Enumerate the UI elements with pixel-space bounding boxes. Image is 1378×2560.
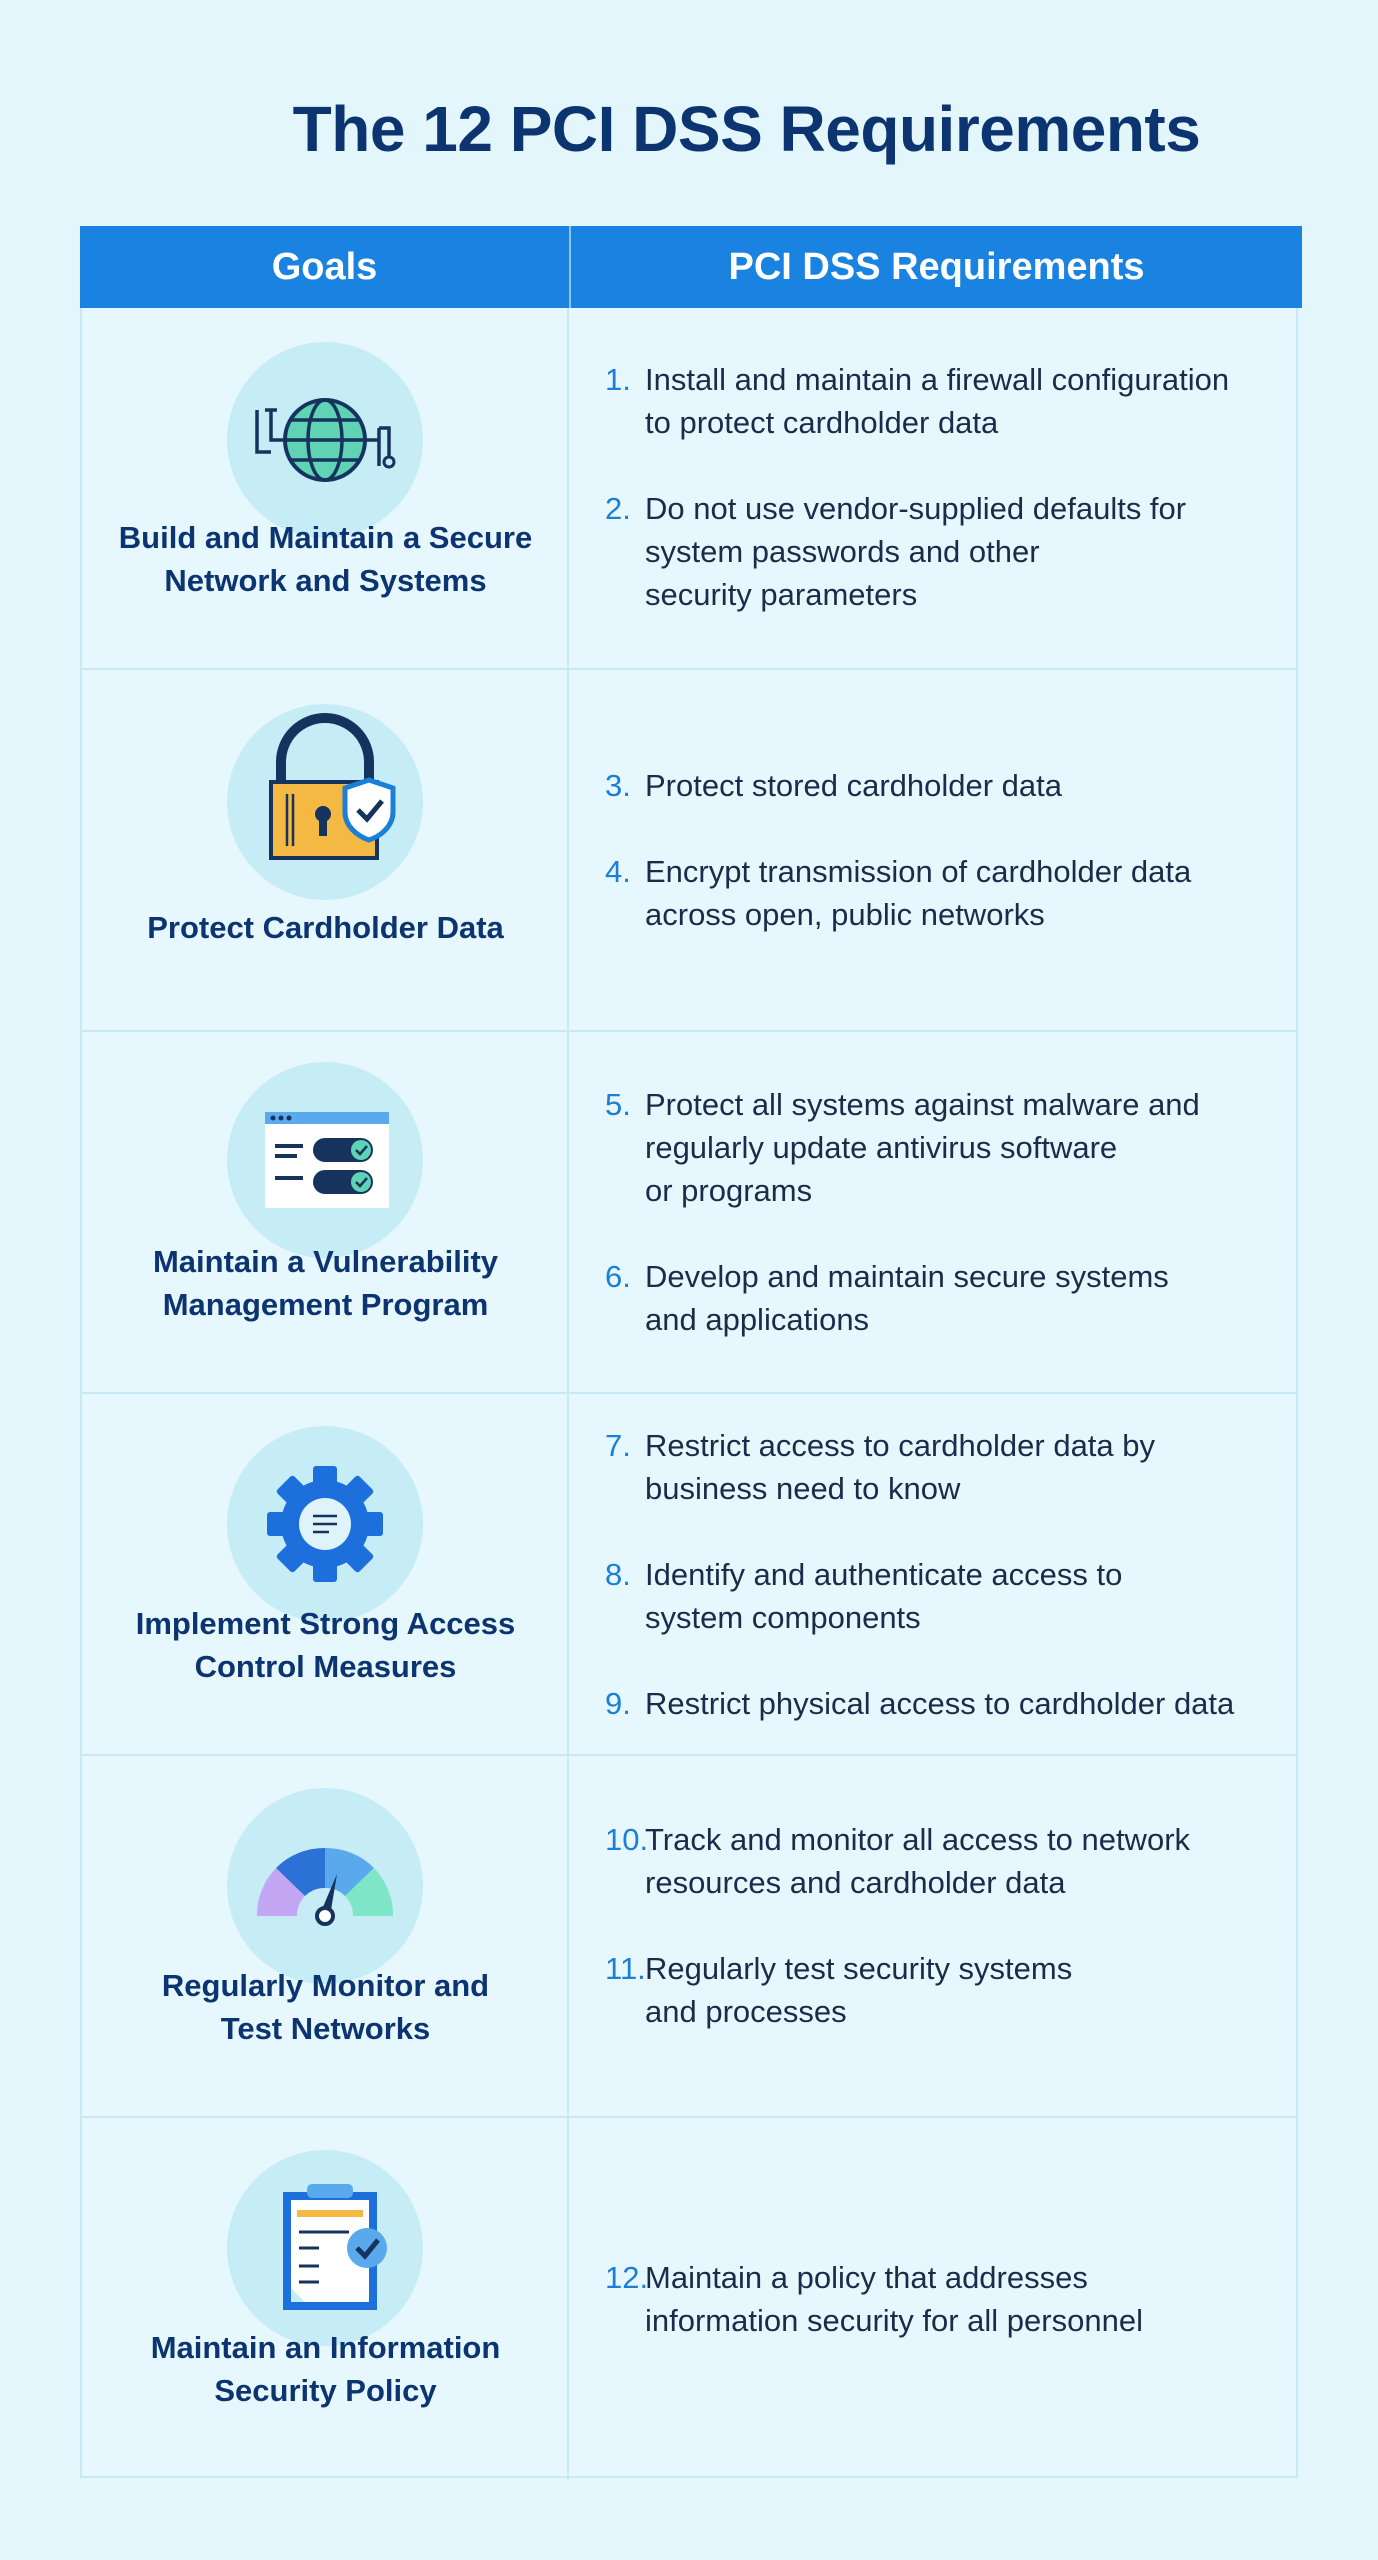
requirement-text: Restrict physical access to cardholder data	[645, 1685, 1235, 1721]
requirements-cell	[571, 670, 1296, 1030]
table-row	[82, 308, 1296, 670]
requirement-item	[605, 358, 1276, 444]
goal-label: Maintain an Information Security Policy	[150, 2330, 501, 2408]
requirement-text: Encrypt transmission of cardholder data across open, public networks	[645, 854, 1192, 932]
requirement-item	[605, 850, 1276, 936]
requirements-cell	[571, 1756, 1296, 2116]
requirement-text: Restrict access to cardholder data by business need to know	[645, 1427, 1156, 1506]
table-row	[82, 670, 1296, 1032]
gear-icon	[227, 1426, 423, 1622]
table-header	[80, 226, 1302, 308]
requirement-item	[605, 1083, 1276, 1212]
page-title: The 12 PCI DSS Requirements	[292, 93, 1201, 165]
requirement-text: Identify and authenticate access to system components	[645, 1556, 1123, 1635]
requirement-number: 6.	[605, 1259, 631, 1294]
requirement-number: 11.	[605, 1951, 646, 1986]
requirements-cell	[571, 1394, 1296, 1754]
table-row	[82, 2118, 1296, 2480]
header-goals: Goals	[271, 245, 378, 288]
goal-label: Protect Cardholder Data	[147, 910, 504, 945]
requirement-item	[605, 2256, 1276, 2342]
requirement-number: 9.	[605, 1685, 631, 1721]
goal-label: Build and Maintain a Secure Network and Systems	[118, 520, 533, 598]
requirement-number: 12.	[605, 2260, 649, 2295]
requirement-number: 2.	[605, 491, 631, 526]
requirement-text: Protect stored cardholder data	[645, 768, 1063, 803]
requirements-cell	[571, 1032, 1296, 1392]
requirement-number: 10.	[605, 1822, 649, 1857]
header-requirements: PCI DSS Requirements	[569, 226, 1302, 308]
requirement-number: 7.	[605, 1427, 631, 1463]
table-row	[82, 1032, 1296, 1394]
goal-cell	[82, 2118, 569, 2480]
requirements-cell	[571, 308, 1296, 668]
requirement-item	[605, 1553, 1276, 1639]
gauge-icon	[227, 1788, 423, 1984]
clipboard-check-icon	[227, 2150, 423, 2346]
requirement-text: Develop and maintain secure systems and applications	[645, 1259, 1169, 1337]
requirement-item	[605, 1818, 1276, 1904]
requirements-cell	[571, 2118, 1296, 2480]
requirement-item	[605, 487, 1276, 616]
requirement-text: Protect all systems against malware and regularly update antivirus software or programs	[645, 1087, 1200, 1208]
goal-label: Implement Strong Access Control Measures	[135, 1606, 516, 1684]
network-globe-icon	[227, 342, 423, 538]
goal-cell	[82, 1032, 569, 1392]
table-row	[82, 1756, 1296, 2118]
requirement-number: 5.	[605, 1087, 631, 1122]
settings-toggles-icon	[227, 1062, 423, 1258]
goal-cell	[82, 308, 569, 668]
requirement-number: 8.	[605, 1556, 631, 1592]
goal-cell	[82, 1394, 569, 1754]
goal-label: Maintain a Vulnerability Management Program	[152, 1244, 499, 1322]
requirement-item	[605, 1682, 1276, 1725]
requirement-text: Track and monitor all access to network resources and cardholder data	[645, 1822, 1191, 1900]
requirement-item	[605, 1947, 1276, 2033]
requirement-text: Install and maintain a firewall configuration to protect cardholder data	[645, 362, 1230, 440]
requirement-item	[605, 1255, 1276, 1341]
requirement-number: 3.	[605, 768, 631, 803]
table-row	[82, 1394, 1296, 1756]
goal-cell	[82, 1756, 569, 2116]
requirement-text: Maintain a policy that addresses information security for all personnel	[645, 2260, 1143, 2338]
requirement-item	[605, 764, 1276, 807]
requirement-text: Do not use vendor-supplied defaults for system passwords and other security parameters	[645, 491, 1187, 612]
requirement-number: 1.	[605, 362, 631, 397]
padlock-shield-icon	[227, 704, 423, 900]
requirements-table	[80, 226, 1298, 2478]
requirement-text: Regularly test security systems and processes	[645, 1951, 1073, 2029]
requirement-number: 4.	[605, 854, 631, 889]
goal-cell	[82, 670, 569, 1030]
goal-label: Regularly Monitor and Test Networks	[161, 1968, 490, 2046]
requirement-item	[605, 1424, 1276, 1510]
